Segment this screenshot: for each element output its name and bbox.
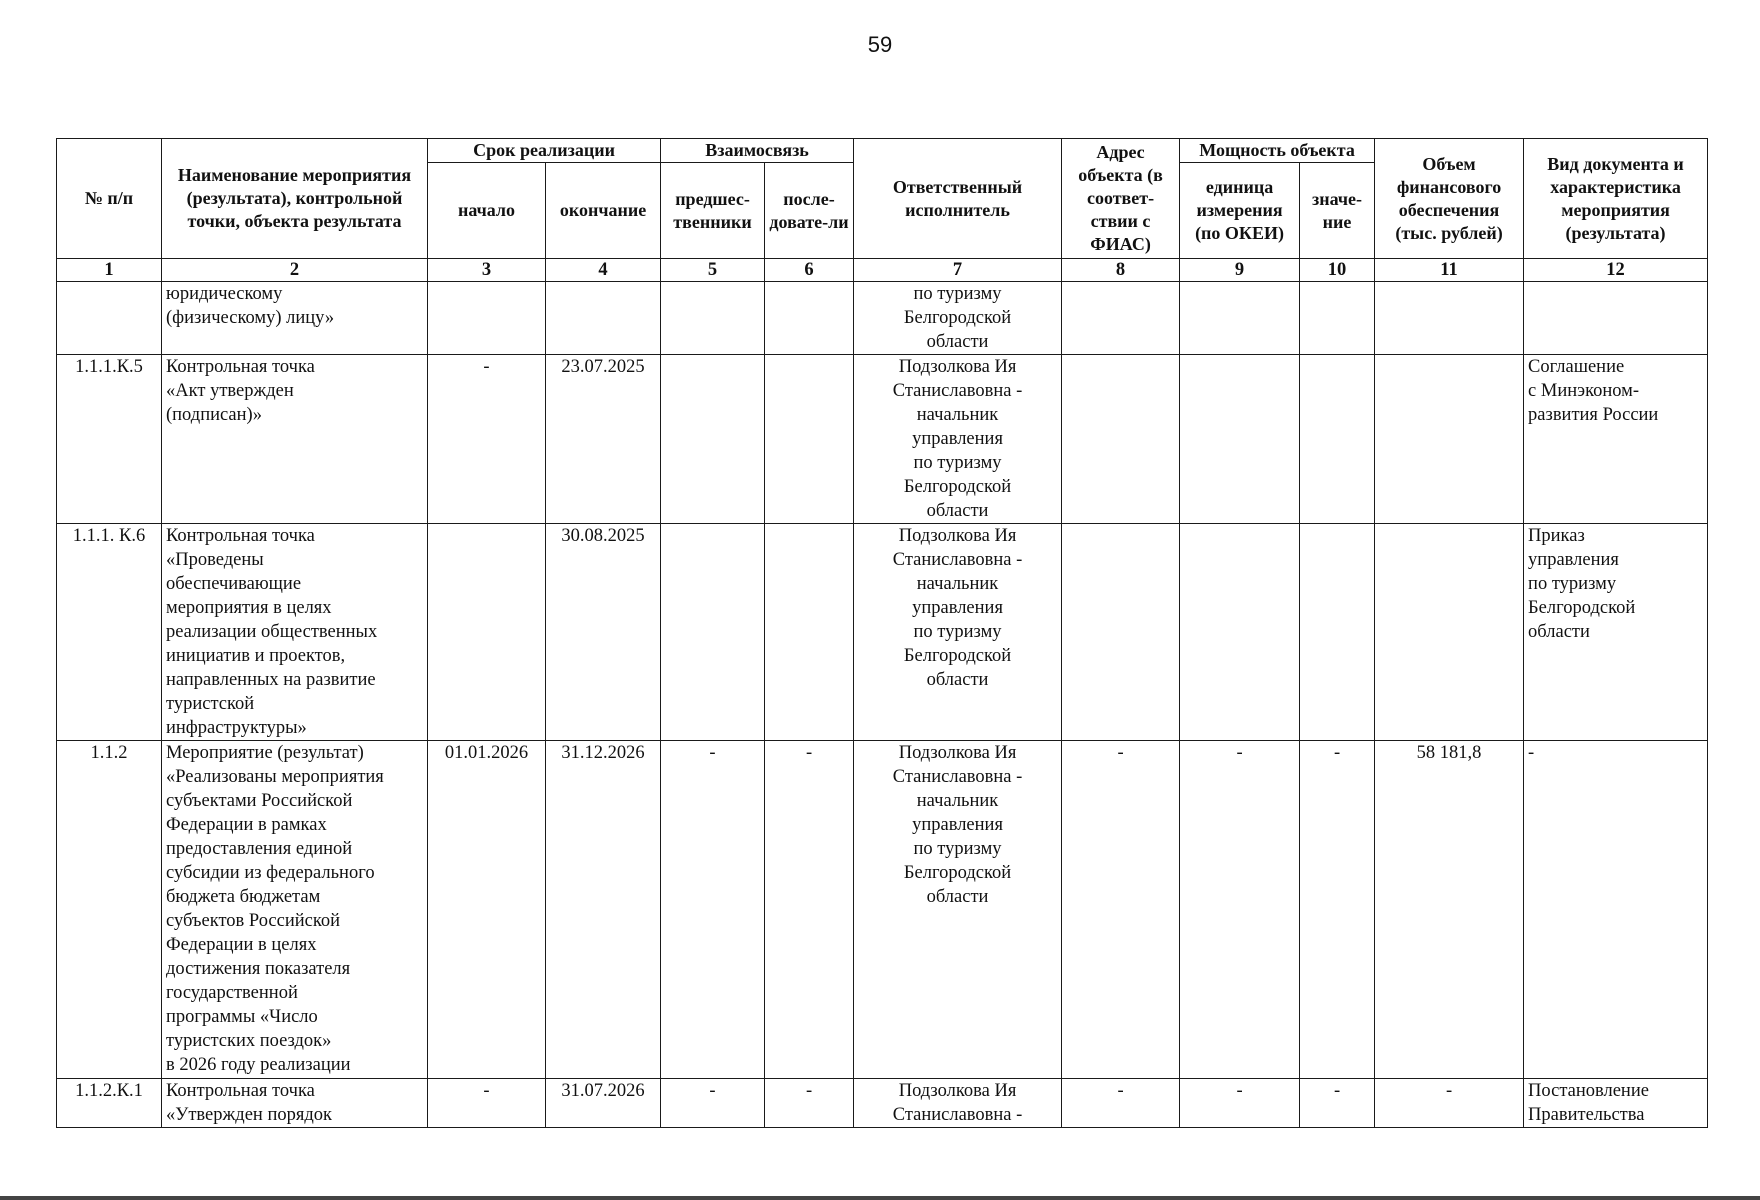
column-number: 9 [1180,259,1300,282]
row-address [1062,1079,1180,1128]
row-executor: по туризму Белгородской области [854,282,1062,355]
header-col-value: значе-ние [1300,163,1375,259]
row-name: Мероприятие (результат) «Реализованы мероприятия субъектами Российской Федерации в рамках предоставления единой субсидии из федерального бюджета бюджетам субъектов Российской Федерации в целях достижения показателя государственной программы «Число туристских поездок» в 2026 году реализации [162,741,428,1079]
header-row-top [57,139,1708,163]
row-finance [1375,1079,1524,1128]
header-col-finance: Объем финансового обеспечения (тыс. рублей) [1375,139,1524,259]
column-number: 1 [57,259,162,282]
row-document: Соглашение с Минэконом- развития России [1524,355,1708,524]
row-successors: - [765,741,854,1079]
row-document [1524,1079,1708,1128]
row-finance [1375,524,1524,741]
table-row [57,741,1708,1079]
header-col-number: № п/п [57,139,162,259]
row-number: 1.1.2 [57,741,162,1079]
row-address [1062,355,1180,524]
table-row [57,1079,1708,1128]
column-number: 10 [1300,259,1375,282]
row-address [1062,524,1180,741]
row-predecessors-text: - [709,1081,716,1101]
column-number: 12 [1524,259,1708,282]
row-number: 1.1.1. К.6 [57,524,162,741]
row-end [546,282,661,355]
column-number: 6 [765,259,854,282]
row-name: юридическому (физическому) лицу» [162,282,428,355]
row-predecessors [661,355,765,524]
row-successors [765,524,854,741]
row-value [1300,282,1375,355]
row-finance: 58 181,8 [1375,741,1524,1079]
header-col-end: окончание [546,163,661,259]
header-col-executor: Ответственный исполнитель [854,139,1062,259]
row-number: 1.1.1.К.5 [57,355,162,524]
row-successors [765,355,854,524]
implementation-plan-table [56,138,1708,1128]
row-name-text: Контрольная точка «Утвержден порядок [166,1081,333,1125]
row-number-text: 1.1.2.К.1 [75,1081,143,1101]
column-number: 8 [1062,259,1180,282]
row-start: - [428,355,546,524]
header-group-capacity: Мощность объекта [1180,139,1375,163]
row-number [57,1079,162,1128]
column-number: 4 [546,259,661,282]
page-number: 59 [867,32,893,57]
row-executor [854,1079,1062,1128]
row-start [428,524,546,741]
header-col-predecessors: предшес-твенники [661,163,765,259]
row-executor: Подзолкова Ия Станиславовна - начальник управления по туризму Белгородской области [854,524,1062,741]
column-number: 5 [661,259,765,282]
header-col-document: Вид документа и характеристика мероприятия (результата) [1524,139,1708,259]
row-document [1524,282,1708,355]
row-finance [1375,282,1524,355]
row-start-text: - [483,1081,490,1101]
row-unit [1180,524,1300,741]
header-col-address: Адрес объекта (в соответ-ствии с ФИАС) [1062,139,1180,259]
table-row [57,524,1708,741]
row-start [428,282,546,355]
column-number: 7 [854,259,1062,282]
row-end: 30.08.2025 [546,524,661,741]
header-col-successors: после-довате-ли [765,163,854,259]
header-col-unit: единица измерения (по ОКЕИ) [1180,163,1300,259]
row-executor: Подзолкова Ия Станиславовна - начальник управления по туризму Белгородской области [854,355,1062,524]
row-value [1300,524,1375,741]
column-number: 2 [162,259,428,282]
row-finance [1375,355,1524,524]
row-start [428,1079,546,1128]
header-group-term: Срок реализации [428,139,661,163]
row-unit [1180,282,1300,355]
row-document: - [1524,741,1708,1079]
row-name [162,1079,428,1128]
row-unit [1180,355,1300,524]
scan-bottom-edge [0,1196,1760,1200]
row-end-text: 31.07.2026 [561,1081,645,1101]
row-value-text: - [1333,1081,1341,1101]
header-col-start: начало [428,163,546,259]
table-row [57,355,1708,524]
row-successors [765,1079,854,1128]
row-address: - [1062,741,1180,1079]
row-executor-text: Подзолкова Ия Станиславовна - [892,1081,1023,1125]
column-number: 3 [428,259,546,282]
row-successors [765,282,854,355]
column-number-row [57,259,1708,282]
header-group-link: Взаимосвязь [661,139,854,163]
row-document-text: Постановление Правительства [1528,1081,1649,1125]
row-address-text: - [1117,1081,1124,1101]
row-address [1062,282,1180,355]
row-predecessors [661,1079,765,1128]
row-end: 23.07.2025 [546,355,661,524]
row-predecessors [661,282,765,355]
row-value: - [1300,741,1375,1079]
row-value [1300,355,1375,524]
row-predecessors: - [661,741,765,1079]
row-unit: - [1180,741,1300,1079]
row-end [546,1079,661,1128]
row-unit-text: - [1236,1081,1243,1101]
row-value [1300,1079,1375,1128]
row-unit [1180,1079,1300,1128]
row-name: Контрольная точка «Акт утвержден (подписан)» [162,355,428,524]
table-row [57,282,1708,355]
row-start: 01.01.2026 [428,741,546,1079]
row-executor: Подзолкова Ия Станиславовна - начальник управления по туризму Белгородской области [854,741,1062,1079]
row-end: 31.12.2026 [546,741,661,1079]
row-successors-text: - [805,1081,813,1101]
row-document: Приказ управления по туризму Белгородской области [1524,524,1708,741]
row-finance-text: - [1445,1081,1453,1101]
row-number [57,282,162,355]
row-name: Контрольная точка «Проведены обеспечивающие мероприятия в целях реализации общественных инициатив и проектов, направленных на развитие туристской инфраструктуры» [162,524,428,741]
column-number: 11 [1375,259,1524,282]
header-col-name: Наименование мероприятия (результата), контрольной точки, объекта результата [162,139,428,259]
row-predecessors [661,524,765,741]
